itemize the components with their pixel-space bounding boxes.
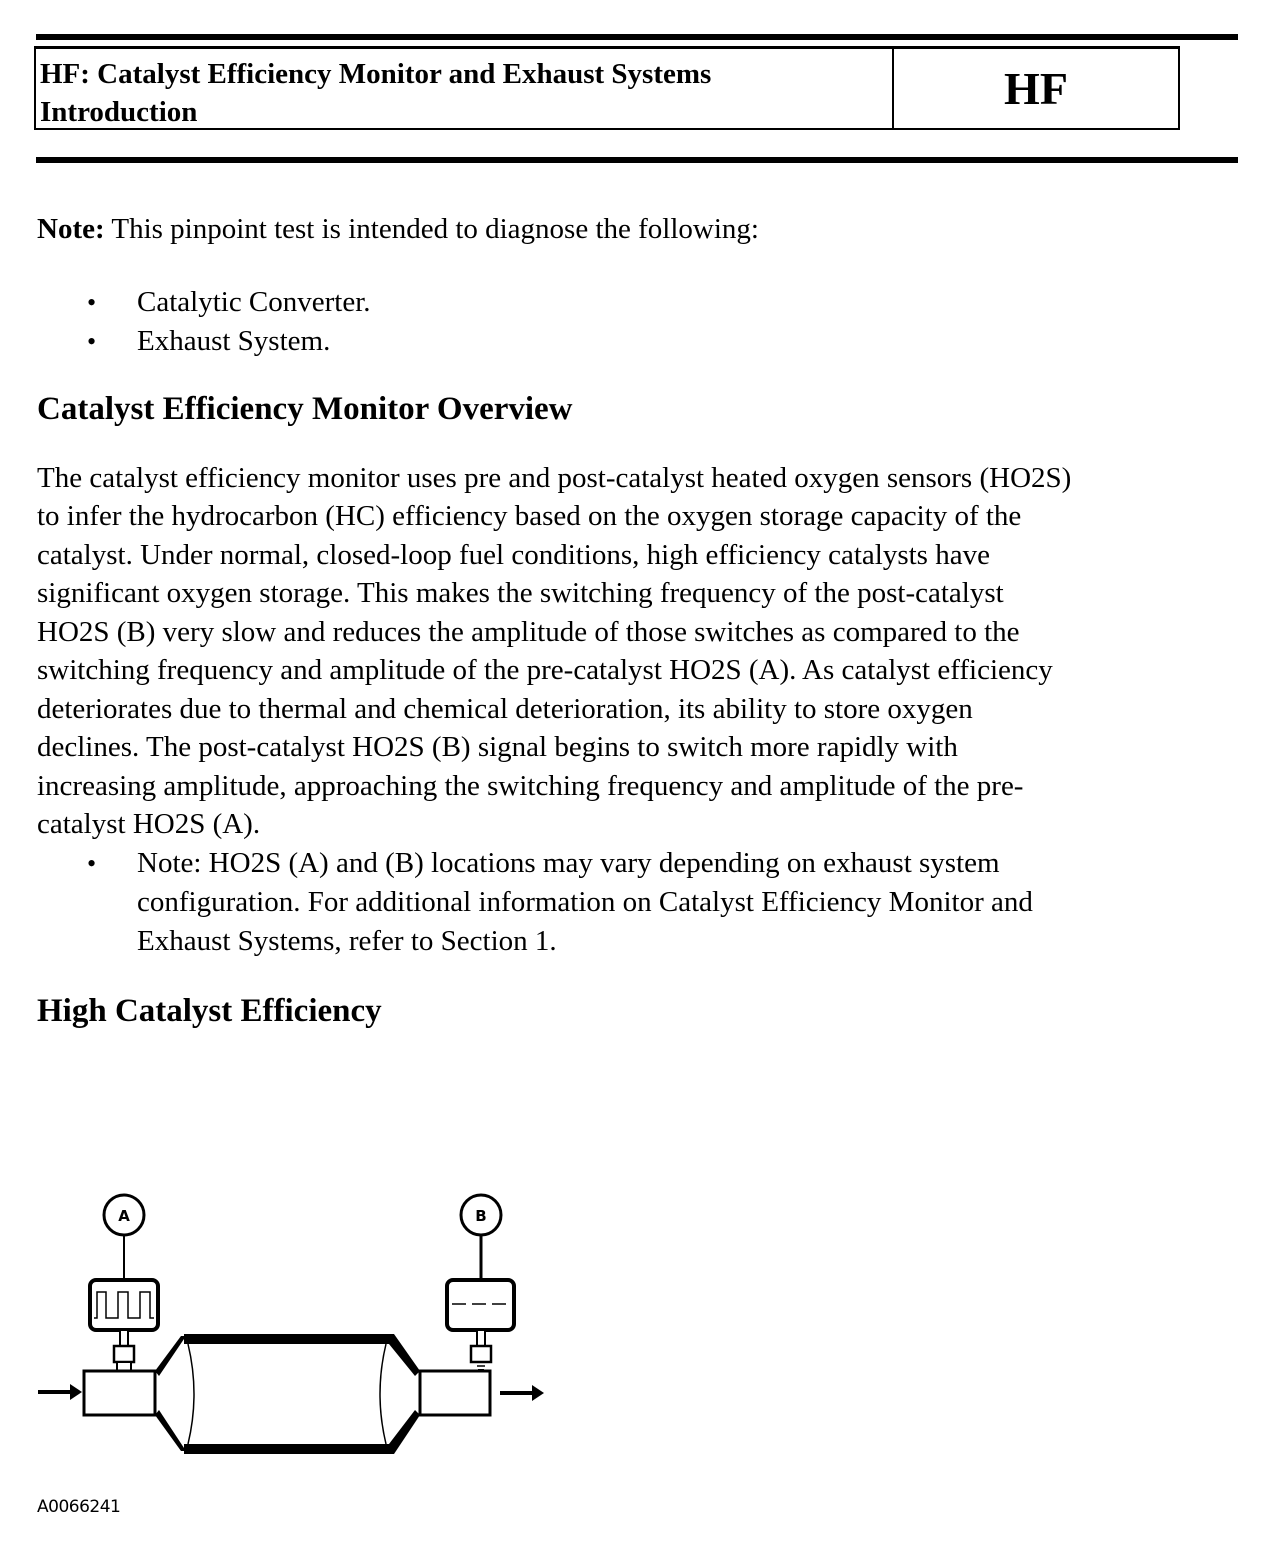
note-line: • Note: HO2S (A) and (B) locations may vary depending on exhaust system: [137, 846, 1000, 879]
note-text: This pinpoint test is intended to diagnose the following:: [104, 213, 759, 245]
list-item: • Exhaust System.: [37, 322, 1237, 361]
paragraph-line: to infer the hydrocarbon (HC) efficiency based on the oxygen storage capacity of the: [37, 500, 1022, 532]
sensor-a-callout: [104, 1195, 144, 1280]
header-title: [36, 49, 894, 128]
sensor-a-label: A: [118, 1207, 130, 1225]
diagnose-list: [37, 283, 1237, 361]
note-line: Exhaust Systems, refer to Section 1.: [137, 924, 557, 957]
header-top-rule: [36, 34, 1238, 40]
header-title-line2: Introduction: [40, 96, 198, 128]
paragraph-line: catalyst HO2S (A).: [37, 808, 261, 840]
paragraph-line: The catalyst efficiency monitor uses pre and post-catalyst heated oxygen sensors (HO2S): [37, 461, 1072, 494]
sensor-b-callout: [461, 1195, 501, 1280]
paragraph-line: HO2S (B) very slow and reduces the amplitude of those switches as compared to the: [37, 615, 1020, 648]
sensor-b-body: [471, 1330, 491, 1370]
section-code: HF: [1004, 63, 1068, 114]
sensor-b-label: B: [475, 1207, 487, 1225]
list-item: [37, 844, 1237, 961]
paragraph-line: increasing amplitude, approaching the switching frequency and amplitude of the pre-: [37, 769, 1024, 802]
document-body: [37, 210, 1237, 1031]
figure-id: A0066241: [37, 1497, 121, 1517]
catalytic-converter: [155, 1334, 420, 1454]
high-efficiency-heading: High Catalyst Efficiency: [37, 992, 382, 1029]
paragraph-line: significant oxygen storage. This makes the switching frequency of the post-catalyst: [37, 577, 1004, 609]
outlet-arrow-icon: [500, 1385, 544, 1401]
list-item: • Catalytic Converter.: [37, 283, 1237, 322]
header-title-line1: HF: Catalyst Efficiency Monitor and Exhaust Systems: [40, 58, 712, 90]
sensor-a-body: [114, 1330, 134, 1372]
document-header: [34, 46, 1180, 130]
overview-heading: Catalyst Efficiency Monitor Overview: [37, 390, 573, 427]
paragraph-line: declines. The post-catalyst HO2S (B) signal begins to switch more rapidly with: [37, 731, 958, 763]
sensor-b-signal-icon: [447, 1280, 514, 1330]
inlet-arrow-icon: [38, 1384, 82, 1400]
note-label: Note:: [37, 213, 105, 245]
note-line: configuration. For additional information on Catalyst Efficiency Monitor and: [137, 885, 1033, 918]
catalyst-diagram: [34, 1188, 574, 1528]
intro-note: [37, 210, 1237, 249]
inlet-pipe: [84, 1371, 155, 1415]
paragraph-line: switching frequency and amplitude of the pre-catalyst HO2S (A). As catalyst efficiency: [37, 654, 1053, 686]
paragraph-line: catalyst. Under normal, closed-loop fuel conditions, high efficiency catalysts have: [37, 538, 990, 571]
paragraph-line: deteriorates due to thermal and chemical deterioration, its ability to store oxygen: [37, 692, 973, 725]
overview-paragraph: [37, 459, 1232, 844]
sensor-a-signal-icon: [90, 1280, 158, 1330]
outlet-pipe: [420, 1371, 490, 1415]
location-note-list: [37, 844, 1237, 961]
header-bottom-rule: [36, 157, 1238, 163]
